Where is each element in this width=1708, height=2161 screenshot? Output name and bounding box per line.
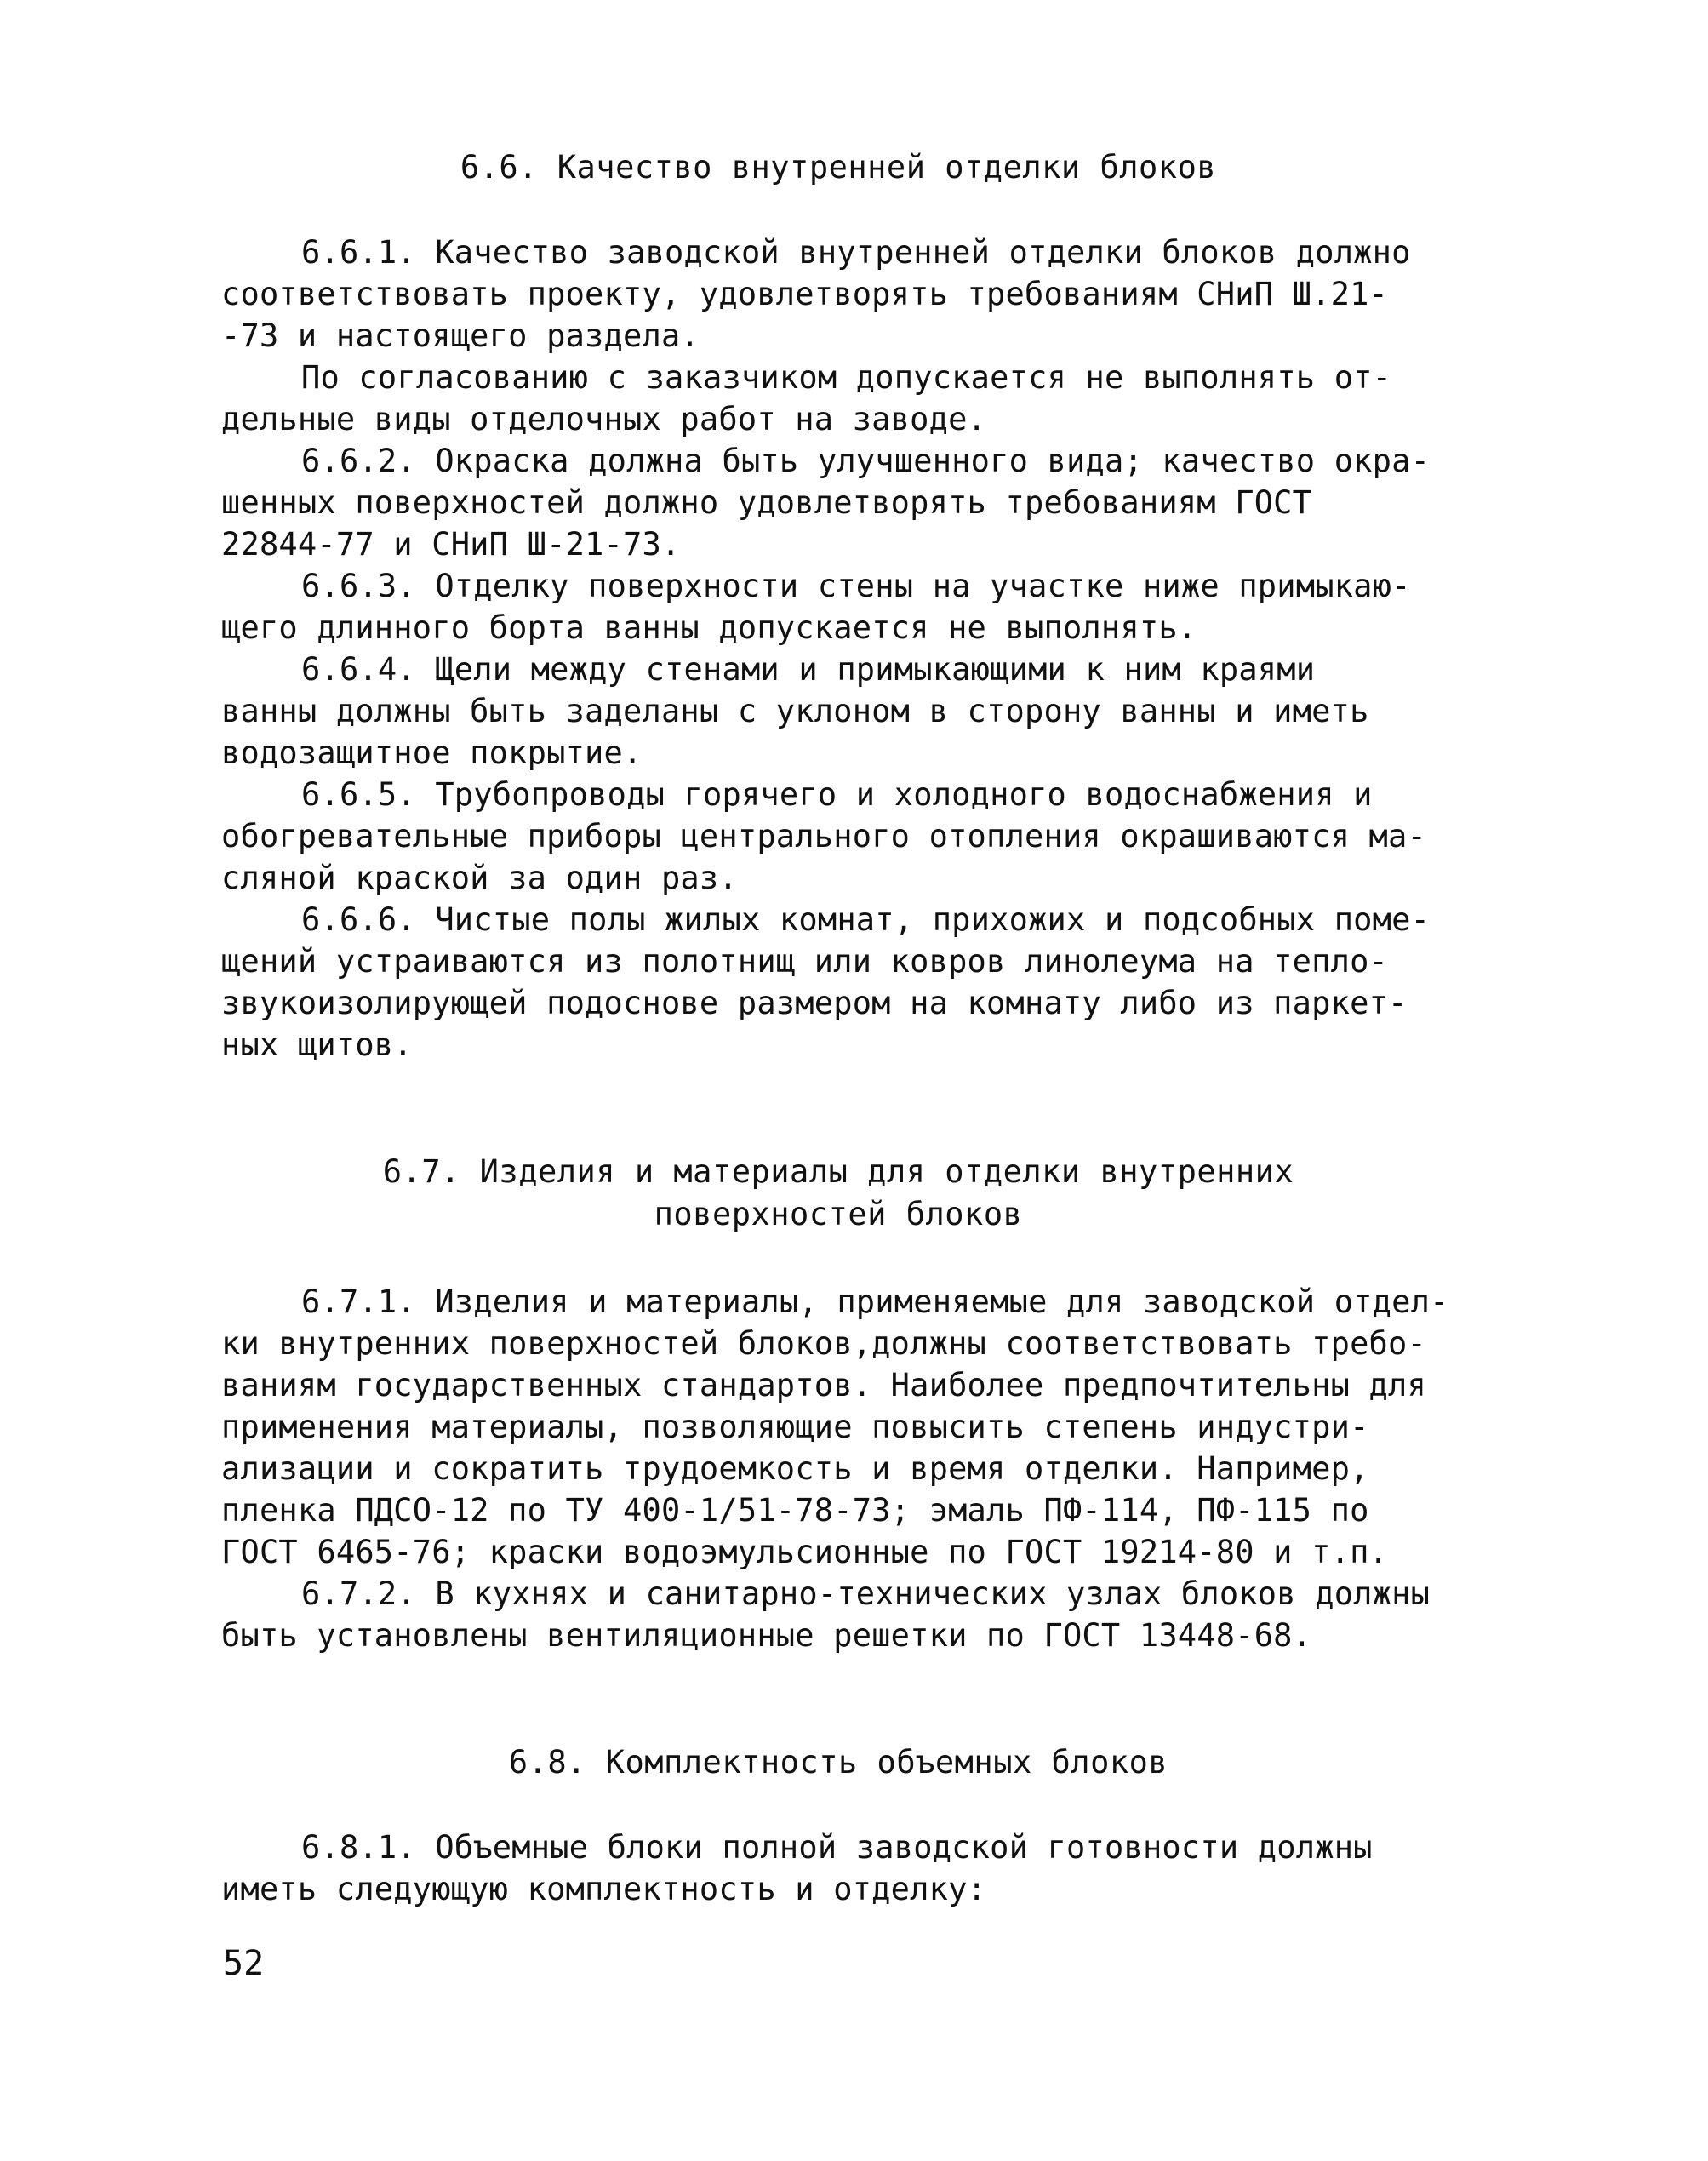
heading-line: поверхностей блоков — [654, 1196, 1023, 1232]
text-line: ализации и сократить трудоемкость и время отделки. Например, — [221, 1450, 1369, 1487]
text-line: -73 и настоящего раздела. — [221, 317, 700, 354]
paragraph-6-7-2 — [221, 1573, 1472, 1656]
section-6-6-heading — [221, 146, 1455, 189]
paragraph-6-6-5 — [221, 774, 1472, 899]
paragraph-6-6-3 — [221, 565, 1472, 649]
text-line: 6.8.1. Объемные блоки полной заводской готовности должны — [301, 1829, 1373, 1866]
text-line: обогревательные приборы центрального отопления окрашиваются ма- — [221, 818, 1426, 855]
heading-line: 6.8. Комплектность объемных блоков — [508, 1744, 1168, 1781]
text-line: 6.7.2. В кухнях и санитарно-технических узлах блоков должны — [301, 1575, 1431, 1612]
paragraph-6-6-6 — [221, 899, 1472, 1066]
text-line: звукоизолирующей подоснове размером на комнату либо из паркет- — [221, 985, 1408, 1021]
text-line: пленка ПДСО-12 по ТУ 400-1/51-78-73; эмаль ПФ-114, ПФ-115 по — [221, 1492, 1369, 1529]
text-line: По согласованию с заказчиком допускается не выполнять от- — [301, 359, 1392, 396]
text-line: иметь следующую комплектность и отделку: — [221, 1871, 987, 1907]
text-line: 22844-77 и СНиП Ш-21-73. — [221, 526, 681, 563]
page-number: 52 — [223, 1944, 265, 1983]
text-line: щений устраиваются из полотнищ или ковров линолеума на тепло- — [221, 943, 1389, 980]
text-line: 6.7.1. Изделия и материалы, применяемые для заводской отдел- — [301, 1283, 1449, 1320]
paragraph-6-8-1 — [221, 1827, 1472, 1910]
paragraph-6-7-1 — [221, 1281, 1472, 1573]
paragraph-6-6-4 — [221, 649, 1472, 774]
text-line: 6.6.6. Чистые полы жилых комнат, прихожих и подсобных поме- — [301, 901, 1431, 938]
text-line: соответствовать проекту, удовлетворять требованиям СНиП Ш.21- — [221, 276, 1389, 312]
text-line: 6.6.2. Окраска должна быть улучшенного вида; качество окра- — [301, 443, 1431, 479]
text-line: быть установлены вентиляционные решетки по ГОСТ 13448-68. — [221, 1617, 1312, 1654]
section-6-8-heading — [221, 1741, 1455, 1784]
paragraph-6-6-2 — [221, 440, 1472, 565]
text-line: ных щитов. — [221, 1026, 413, 1063]
text-line: ванны должны быть заделаны с уклоном в сторону ванны и иметь — [221, 693, 1369, 729]
paragraph-6-6-1-note — [221, 357, 1472, 440]
text-line: ГОСТ 6465-76; краски водоэмульсионные по ГОСТ 19214-80 и т.п. — [221, 1534, 1389, 1570]
text-line: применения материалы, позволяющие повысить степень индустри- — [221, 1409, 1369, 1445]
text-line: шенных поверхностей должно удовлетворять требованиям ГОСТ — [221, 484, 1312, 521]
heading-line: 6.6. Качество внутренней отделки блоков — [460, 149, 1217, 186]
text-line: щего длинного борта ванны допускается не выполнять. — [221, 609, 1197, 646]
text-line: 6.6.1. Качество заводской внутренней отделки блоков должно — [301, 234, 1411, 271]
text-line: водозащитное покрытие. — [221, 735, 643, 771]
text-line: 6.6.3. Отделку поверхности стены на участке ниже примыкаю- — [301, 568, 1411, 604]
paragraph-6-6-1 — [221, 232, 1472, 357]
text-line: сляной краской за один раз. — [221, 860, 738, 896]
heading-line: 6.7. Изделия и материалы для отделки внутренних — [382, 1153, 1294, 1190]
section-6-7-heading — [221, 1151, 1455, 1236]
text-line: 6.6.5. Трубопроводы горячего и холодного водоснабжения и — [301, 776, 1373, 813]
text-line: 6.6.4. Щели между стенами и примыкающими к ним краями — [301, 651, 1316, 688]
text-line: ки внутренних поверхностей блоков,должны соответствовать требо- — [221, 1325, 1426, 1362]
text-line: дельные виды отделочных работ на заводе. — [221, 401, 987, 437]
text-line: ваниям государственных стандартов. Наиболее предпочтительны для — [221, 1367, 1426, 1404]
